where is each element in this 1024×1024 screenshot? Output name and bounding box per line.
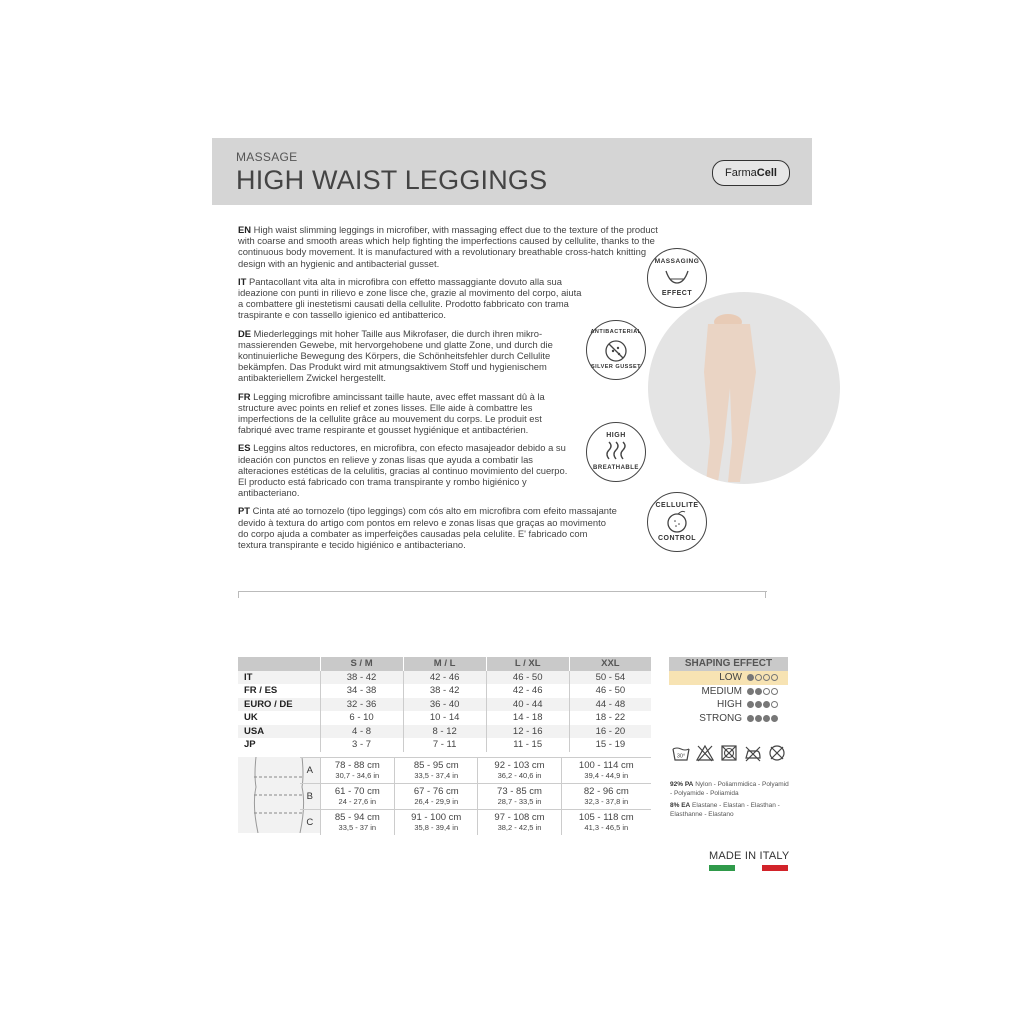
shaping-level-high: HIGH: [669, 698, 788, 712]
massaging-effect-badge: MASSAGING EFFECT: [647, 248, 707, 308]
table-header-row: [238, 657, 651, 671]
shaping-effect-title: SHAPING EFFECT: [669, 657, 788, 671]
brand-logo: Farma Cell: [712, 160, 790, 186]
measure-letter: B: [300, 784, 320, 810]
header-banner: [212, 138, 812, 205]
no-tumble-dry-icon: [720, 744, 738, 762]
empty-dot: [755, 674, 762, 681]
no-iron-icon: [744, 744, 762, 762]
filled-dot: [747, 715, 754, 722]
level-dots: [747, 688, 778, 695]
no-bacteria-icon: [587, 321, 645, 379]
measure-letter: A: [300, 758, 320, 784]
description-es: ES Leggins altos reductores, en microfibra, con efecto masajeador debido a su ideación con punctos en relieve y zonas lisas que ayuda a combatir las alteraciones estéticas de la celulitis, gracias al continuo movimiento del cuerpo. El producto está fabricado con trama transpirante y rombo higiénico y antibacteriano.: [238, 442, 568, 499]
composition-info: [670, 781, 790, 819]
filled-dot: [755, 688, 762, 695]
composition-elastane: 8% EA Elastane - Elastan - Elasthan - Elasthanne - Elastano: [670, 802, 780, 818]
table-row: EURO / DE 32 - 36 36 - 40 40 - 44 44 - 48: [238, 698, 651, 712]
table-row: A 78 - 88 cm 30,7 - 34,6 in 85 - 95 cm 33,5 - 37,4 in 92 - 103 cm 36,2 - 40,6 in 100 - 114 cm 39,4 - 44,9 in: [238, 758, 651, 784]
divider-line: [238, 591, 766, 598]
no-dry-clean-icon: [768, 744, 786, 762]
divider-right: [765, 591, 767, 598]
antibacterial-badge: ANTIBACTERIAL SILVER GUSSET: [586, 320, 646, 380]
filled-dot: [755, 715, 762, 722]
table-row: JP 3 - 7 7 - 11 11 - 15 15 - 19: [238, 738, 651, 752]
empty-dot: [763, 688, 770, 695]
flag-red-stripe: [762, 865, 788, 871]
orange-peel-icon: [648, 493, 706, 551]
level-dots: [747, 715, 778, 722]
size-conversion-table: [238, 657, 651, 752]
column-header: M / L: [403, 657, 486, 671]
made-in-label: MADE IN ITALY: [709, 850, 790, 862]
cellulite-control-badge: CELLULITE CONTROL: [647, 492, 707, 552]
measure-letter: C: [300, 810, 320, 836]
leggings-illustration: [648, 292, 840, 484]
description-it: IT Pantacollant vita alta in microfibra con effetto massaggiante dovuto alla sua ideazione con punti in rilievo e zone lisce che, grazie al movimento del corpo, aiuta a combattere gli inestetismi causati della cellulite. Prodotto fabbricato con trama traspirante e con tassello igienico ed antibatterico.: [238, 275, 582, 321]
product-title: HIGH WAIST LEGGINGS: [236, 165, 548, 195]
column-header: L / XL: [486, 657, 569, 671]
description-block: [238, 224, 670, 557]
svg-text:30°: 30°: [676, 753, 686, 760]
filled-dot: [747, 674, 754, 681]
product-category: MASSAGE: [236, 150, 298, 164]
filled-dot: [747, 701, 754, 708]
empty-dot: [771, 701, 778, 708]
shaping-level-medium: MEDIUM: [669, 685, 788, 699]
description-de: DE Miederleggings mit hoher Taille aus Mikrofaser, die durch ihren mikro-massierenden Gewebe, mit hervorgehobene und glatte Zone, und durch die kontinuierliche Bewegung des Körpers, die Schönheitsfehler durch Cellulite bekämpfen. Das Produkt wird mit atmungsaktivem Stoff und hygienischem antibakteriellem Zwickel hergestellt.: [238, 327, 553, 384]
care-instructions: [672, 744, 786, 762]
description-en: EN High waist slimming leggings in microfiber, with massaging effect due to the texture of the product with coarse and smooth areas which help fighting the imperfections caused by cellulite, thanks to the continuous body movement. It is manufactured with a revolutionary breathable cross-hatch knitting design with an hygienic and antibacterial gusset.: [238, 224, 658, 269]
filled-dot: [747, 688, 754, 695]
level-dots: [747, 701, 778, 708]
column-header: XXL: [569, 657, 651, 671]
filled-dot: [763, 715, 770, 722]
table-row: C 85 - 94 cm 33,5 - 37 in 91 - 100 cm 35,8 - 39,4 in 97 - 108 cm 38,2 - 42,5 in 105 - 118 cm 41,3 - 46,5 in: [238, 810, 651, 836]
table-row: USA 4 - 8 8 - 12 12 - 16 16 - 20: [238, 725, 651, 739]
column-header: S / M: [320, 657, 403, 671]
filled-dot: [763, 701, 770, 708]
table-row: IT 38 - 42 42 - 46 46 - 50 50 - 54: [238, 671, 651, 685]
body-measurement-table: [238, 757, 651, 835]
flag-green-stripe: [709, 865, 735, 871]
table-row: FR / ES 34 - 38 38 - 42 42 - 46 46 - 50: [238, 684, 651, 698]
breathable-badge: HIGH BREATHABLE: [586, 422, 646, 482]
shaping-effect-panel: [669, 657, 788, 725]
description-pt: PT Cinta até ao tornozelo (tipo leggings) com cós alto em microfibra com efeito massajante devido à textura do artigo com pontos em relevo e zonas lisas que graças ao movimento do corpo ajuda a combater as imperfeições causadas pela celulite. E' fabricado com textura transpirante e tecido higiénico e antibacteriano.: [238, 505, 617, 551]
filled-dot: [755, 701, 762, 708]
table-row: UK 6 - 10 10 - 14 14 - 18 18 - 22: [238, 711, 651, 725]
air-flow-icon: [587, 423, 645, 481]
product-photo: [648, 292, 840, 484]
empty-dot: [771, 688, 778, 695]
level-dots: [747, 674, 778, 681]
empty-dot: [771, 674, 778, 681]
filled-dot: [771, 715, 778, 722]
description-fr: FR Legging microfibre amincissant taille haute, avec effet massant dû à la structure avec points en relief et zones lisses. Elle aide à combattre les imperfections de la cellulite grâce au mouvement du corps. Le produit est fabriqué avec trame respirante et gousset hygiénique et antibactérien.: [238, 390, 545, 436]
composition-nylon: 92% PA Nylon - Poliammidica - Polyamid - Polyamide - Poliamida: [670, 781, 789, 797]
table-row: B 61 - 70 cm 24 - 27,6 in 67 - 76 cm 26,4 - 29,9 in 73 - 85 cm 28,7 - 33,5 in 82 - 96 cm 32,3 - 37,8 in: [238, 784, 651, 810]
empty-dot: [763, 674, 770, 681]
wash-30-icon: [672, 744, 690, 762]
shaping-level-low: LOW: [669, 671, 788, 685]
hips-icon: [648, 249, 706, 307]
no-bleach-icon: [696, 744, 714, 762]
shaping-level-strong: STRONG: [669, 712, 788, 726]
